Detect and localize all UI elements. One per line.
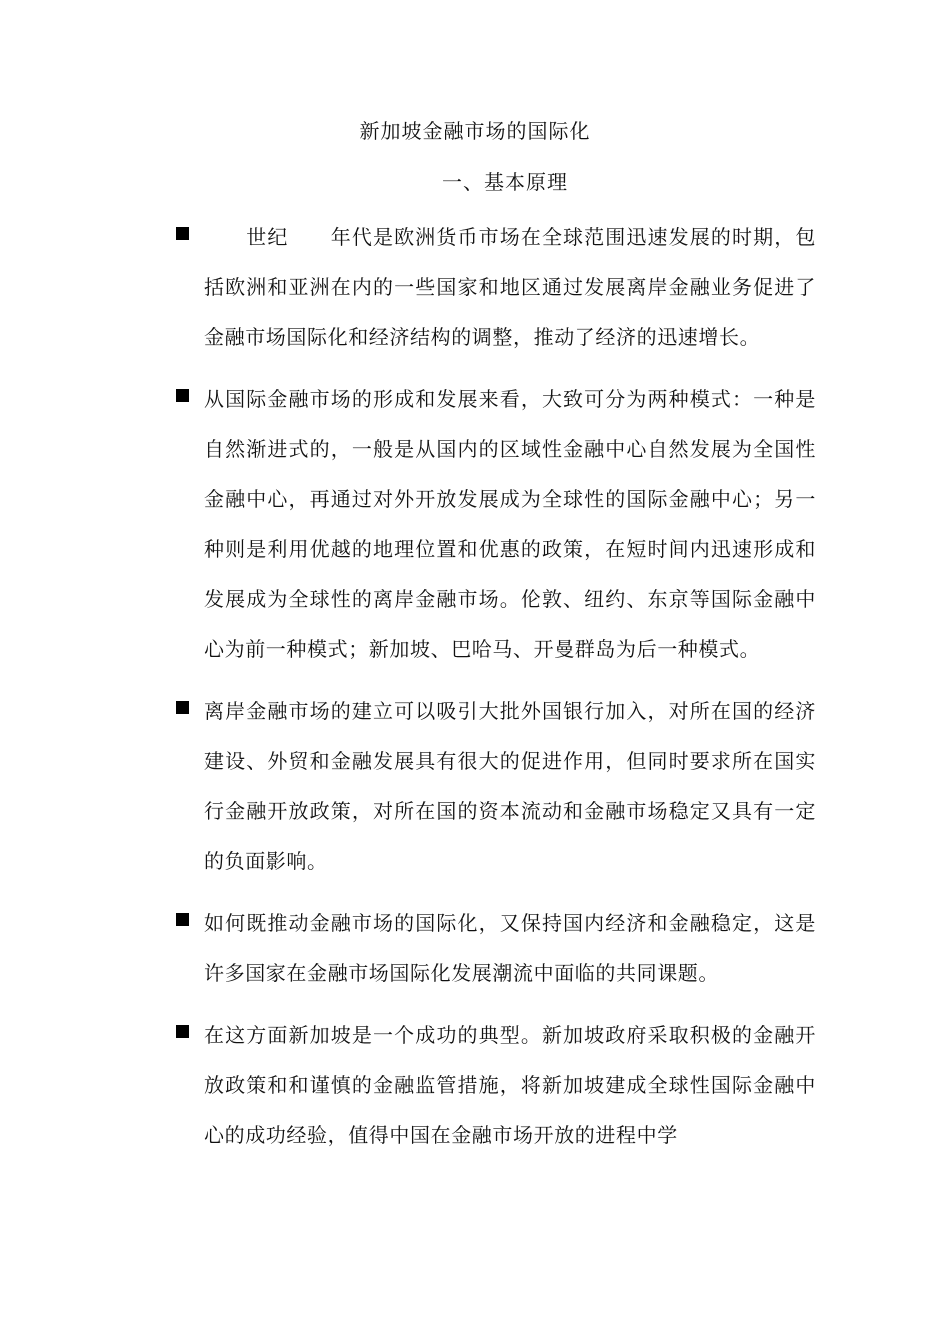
- bullet-paragraph: [176, 1010, 816, 1160]
- paragraph-text: 离岸金融市场的建立可以吸引大批外国银行加入，对所在国的经济建设、外贸和金融发展具有很大的促进作用，但同时要求所在国实行金融开放政策，对所在国的资本流动和金融市场稳定又具有一定的负面影响。: [204, 699, 816, 873]
- square-bullet-icon: [176, 227, 189, 240]
- document-body: [176, 212, 816, 1172]
- square-bullet-icon: [176, 913, 189, 926]
- paragraph-text: 世纪 年代是欧洲货币市场在全球范围迅速发展的时期，包括欧洲和亚洲在内的一些国家和地区通过发展离岸金融业务促进了金融市场国际化和经济结构的调整，推动了经济的迅速增长。: [204, 225, 816, 349]
- square-bullet-icon: [176, 389, 189, 402]
- square-bullet-icon: [176, 1025, 189, 1038]
- bullet-paragraph: [176, 898, 816, 998]
- document-title: 新加坡金融市场的国际化: [359, 119, 591, 143]
- bullet-paragraph: [176, 212, 816, 362]
- paragraph-text: 从国际金融市场的形成和发展来看，大致可分为两种模式：一种是自然渐进式的，一般是从国内的区域性金融中心自然发展为全国性金融中心，再通过对外开放发展成为全球性的国际金融中心；另一种则是利用优越的地理位置和优惠的政策，在短时间内迅速形成和发展成为全球性的离岸金融市场。伦敦、纽约、东京等国际金融中心为前一种模式；新加坡、巴哈马、开曼群岛为后一种模式。: [204, 387, 816, 661]
- paragraph-text: 在这方面新加坡是一个成功的典型。新加坡政府采取积极的金融开放政策和和谨慎的金融监管措施，将新加坡建成全球性国际金融中心的成功经验，值得中国在金融市场开放的进程中学: [204, 1023, 816, 1147]
- square-bullet-icon: [176, 701, 189, 714]
- paragraph-text: 如何既推动金融市场的国际化，又保持国内经济和金融稳定，这是许多国家在金融市场国际化发展潮流中面临的共同课题。: [204, 911, 816, 985]
- bullet-paragraph: [176, 686, 816, 886]
- bullet-paragraph: [176, 374, 816, 674]
- section-heading: 一、基本原理: [442, 170, 568, 194]
